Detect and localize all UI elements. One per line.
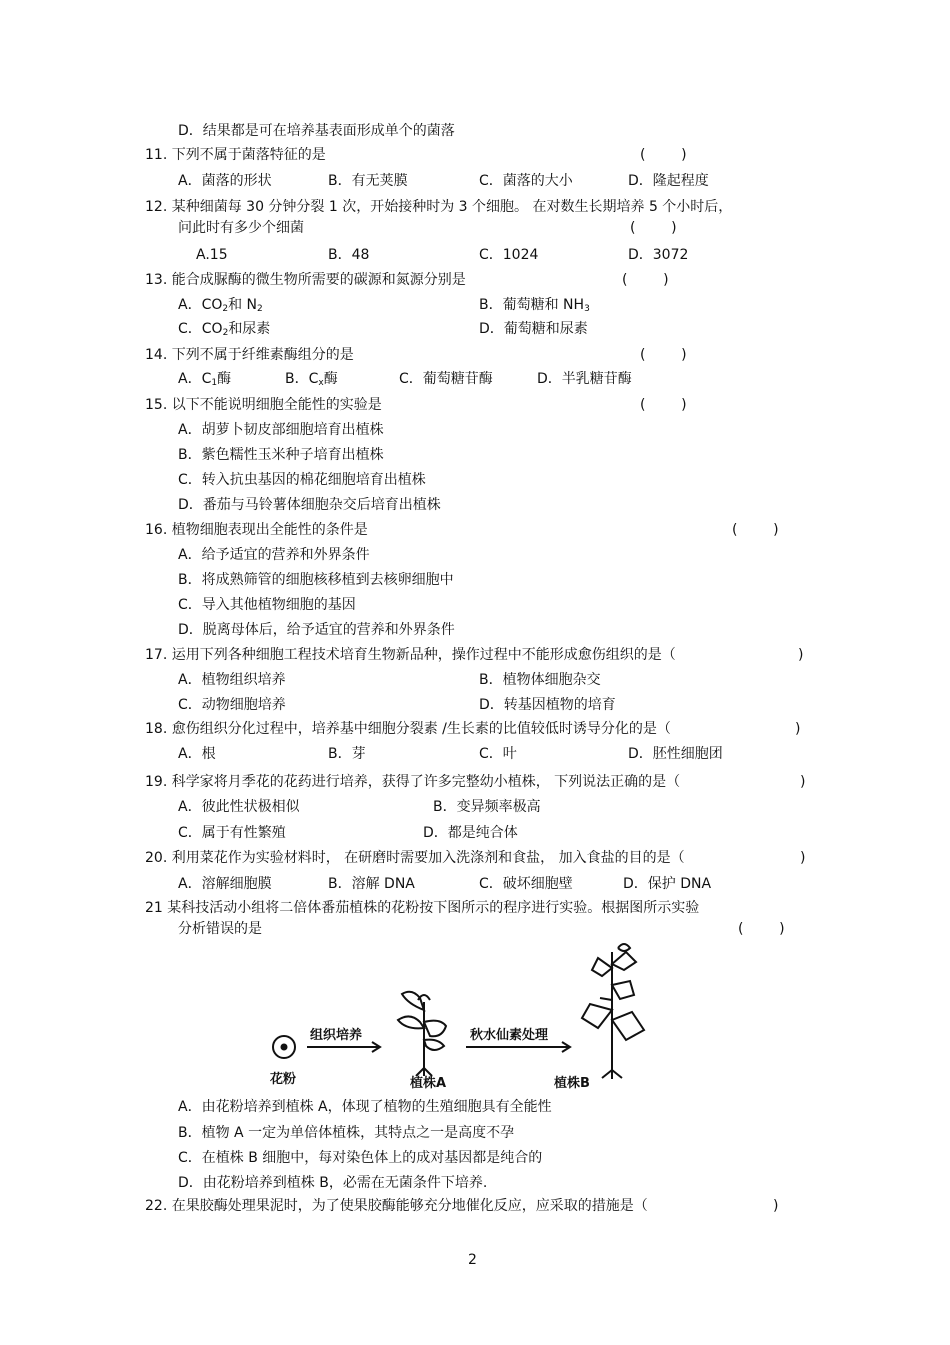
q20-option-d: D．保护 DNA — [623, 876, 712, 892]
q11-answer-blank: ( ) — [640, 147, 687, 163]
label-colchicine-treatment: 秋水仙素处理 — [470, 1028, 549, 1043]
q21-stem: 21 某科技活动小组将二倍体番茄植株的花粉按下图所示的程序进行实验。根据图所示实验 — [145, 900, 700, 916]
q14-answer-blank: ( ) — [640, 347, 687, 363]
q12-option-c: C．1024 — [479, 247, 539, 263]
q20-option-b: B．溶解 DNA — [328, 876, 415, 892]
q15-stem: 15. 以下不能说明细胞全能性的实验是 — [145, 397, 382, 413]
arrow-right-icon — [466, 1042, 570, 1052]
q21-figure — [262, 940, 682, 1090]
label-tissue-culture: 组织培养 — [310, 1028, 363, 1043]
q18-stem: 18. 愈伤组织分化过程中，培养基中细胞分裂素 /生长素的比值较低时诱导分化的是（ — [145, 721, 671, 737]
q17-option-b: B．植物体细胞杂交 — [479, 672, 601, 688]
label-plant-b: 植株B — [554, 1076, 590, 1091]
q17-option-a: A．植物组织培养 — [178, 672, 286, 688]
q19-option-c: C．属于有性繁殖 — [178, 825, 286, 841]
q18-option-b: B．芽 — [328, 746, 366, 762]
arrow-right-icon — [307, 1042, 380, 1052]
label-pollen: 花粉 — [270, 1072, 297, 1087]
q17-stem: 17. 运用下列各种细胞工程技术培育生物新品种，操作过程中不能形成愈伤组织的是（ — [145, 647, 676, 663]
q22-stem: 22. 在果胶酶处理果泥时，为了使果胶酶能够充分地催化反应，应采取的措施是（ — [145, 1198, 648, 1214]
q13-stem: 13. 能合成脲酶的微生物所需要的碳源和氮源分别是 — [145, 272, 466, 288]
q12-option-b: B．48 — [328, 247, 370, 263]
q13-answer-blank: ( ) — [622, 272, 669, 288]
q15-answer-blank: ( ) — [640, 397, 687, 413]
q11-option-a: A．菌落的形状 — [178, 173, 272, 189]
q18-option-c: C．叶 — [479, 746, 517, 762]
q12-stem-cont: 问此时有多少个细菌 — [178, 220, 304, 236]
q14-option-d: D．半乳糖苷酶 — [537, 371, 632, 387]
q12-option-d: D．3072 — [628, 247, 689, 263]
q15-option-c: C．转入抗虫基因的棉花细胞培育出植株 — [178, 472, 426, 488]
q19-option-a: A．彼此性状极相似 — [178, 799, 300, 815]
q17-option-c: C．动物细胞培养 — [178, 697, 286, 713]
q20-stem: 20. 利用菜花作为实验材料时， 在研磨时需要加入洗涤剂和食盐， 加入食盐的目的是（ — [145, 850, 685, 866]
q16-stem: 16. 植物细胞表现出全能性的条件是 — [145, 522, 368, 538]
q19-stem: 19. 科学家将月季花的花药进行培养，获得了许多完整幼小植株， 下列说法正确的是（ — [145, 774, 681, 790]
q16-option-c: C．导入其他植物细胞的基因 — [178, 597, 356, 613]
q10-option-d: D．结果都是可在培养基表面形成单个的菌落 — [178, 123, 455, 139]
q11-option-b: B．有无荚膜 — [328, 173, 408, 189]
q16-option-a: A．给予适宜的营养和外界条件 — [178, 547, 370, 563]
q14-option-a: A．$C_1$酶 — [178, 371, 232, 388]
q11-option-c: C．菌落的大小 — [479, 173, 573, 189]
q11-option-d: D．隆起程度 — [628, 173, 709, 189]
q21-answer-blank: ( ) — [738, 921, 785, 937]
q18-option-d: D．胚性细胞团 — [628, 746, 723, 762]
q19-answer-blank: ) — [800, 774, 806, 790]
q20-option-a: A．溶解细胞膜 — [178, 876, 272, 892]
q21-option-d: D．由花粉培养到植株 B，必需在无菌条件下培养. — [178, 1175, 488, 1191]
q21-figure-drawing — [262, 940, 682, 1090]
q12-option-a: A.15 — [196, 247, 228, 263]
q13-option-a: A．$CO_2$和 $N_2$ — [178, 297, 263, 314]
plant-a-illustration — [398, 992, 446, 1076]
q21-option-a: A．由花粉培养到植株 A，体现了植物的生殖细胞具有全能性 — [178, 1099, 552, 1115]
q18-answer-blank: ) — [795, 721, 801, 737]
q20-answer-blank: ) — [800, 850, 806, 866]
q21-stem-cont: 分析错误的是 — [178, 921, 262, 937]
q13-option-c: C．$CO_2$和尿素 — [178, 321, 271, 338]
q13-option-b: B．葡萄糖和 $NH_3$ — [479, 297, 590, 314]
q14-stem: 14. 下列不属于纤维素酶组分的是 — [145, 347, 354, 363]
q17-option-d: D．转基因植物的培育 — [479, 697, 616, 713]
q15-option-b: B．紫色糯性玉米种子培育出植株 — [178, 447, 384, 463]
q11-stem: 11. 下列不属于菌落特征的是 — [145, 147, 326, 163]
q15-option-d: D．番茄与马铃薯体细胞杂交后培育出植株 — [178, 497, 441, 513]
q15-option-a: A．胡萝卜韧皮部细胞培育出植株 — [178, 422, 384, 438]
q22-answer-blank: ) — [773, 1198, 779, 1214]
plant-b-illustration — [582, 944, 644, 1079]
q17-answer-blank: ) — [798, 647, 804, 663]
q14-option-c: C．葡萄糖苷酶 — [399, 371, 493, 387]
q19-option-b: B．变异频率极高 — [433, 799, 541, 815]
q18-option-a: A．根 — [178, 746, 216, 762]
q12-answer-blank: ( ) — [630, 220, 677, 236]
q21-option-b: B．植物 A 一定为单倍体植株，其特点之一是高度不孕 — [178, 1125, 515, 1141]
page-number: 2 — [468, 1252, 477, 1268]
q16-answer-blank: ( ) — [732, 522, 779, 538]
pollen-illustration — [273, 1036, 295, 1058]
q21-option-c: C．在植株 B 细胞中，每对染色体上的成对基因都是纯合的 — [178, 1150, 543, 1166]
q19-option-d: D．都是纯合体 — [423, 825, 518, 841]
q14-option-b: B．$C_x$酶 — [285, 371, 338, 388]
q16-option-d: D．脱离母体后，给予适宜的营养和外界条件 — [178, 622, 455, 638]
q13-option-d: D．葡萄糖和尿素 — [479, 321, 588, 337]
q12-stem: 12. 某种细菌每 30 分钟分裂 1 次，开始接种时为 3 个细胞。 在对数生长期培养 5 个小时后， — [145, 199, 733, 215]
q20-option-c: C．破坏细胞壁 — [479, 876, 573, 892]
q16-option-b: B．将成熟筛管的细胞核移植到去核卵细胞中 — [178, 572, 454, 588]
label-plant-a: 植株A — [410, 1076, 447, 1091]
